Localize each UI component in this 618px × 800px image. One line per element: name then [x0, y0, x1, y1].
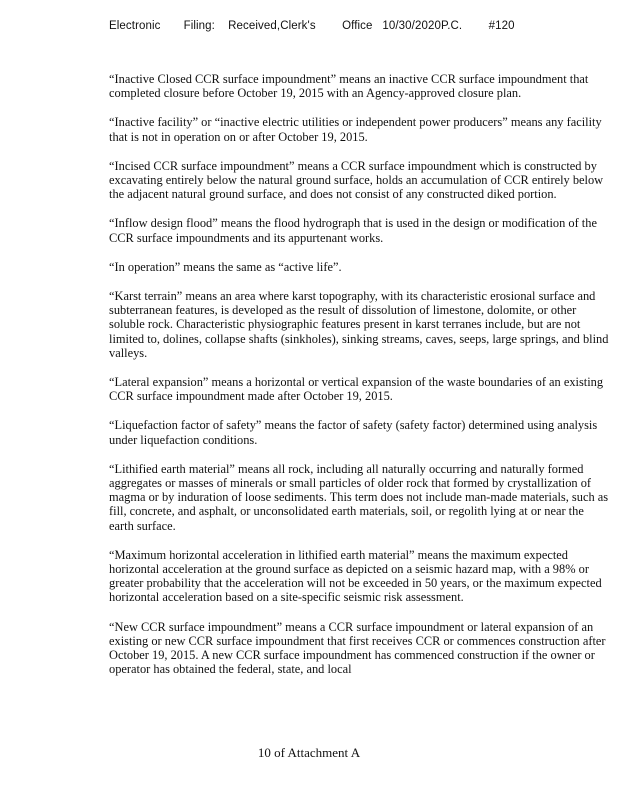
definition-liquefaction-factor-of-safety: “Liquefaction factor of safety” means the factor of safety (safety factor) determined using analysis under liquefaction conditions. [109, 418, 598, 447]
header-electronic: Electronic [109, 20, 161, 32]
definition-in-operation: “In operation” means the same as “active life”. [109, 259, 342, 274]
filing-header [109, 20, 515, 32]
header-number: #120 [488, 20, 515, 32]
header-received: Received,Clerk's [228, 20, 316, 32]
header-filing: Filing: [183, 20, 215, 32]
document-body [109, 72, 609, 692]
definition-karst-terrain: “Karst terrain” means an area where karst topography, with its characteristic erosional surface and subterranean features, is developed as the result of dissolution of limestone, dolomite, or other soluble rock. Characteristic physiographic features present in karst terranes include, but are not limited to, dolines, collapse shafts (sinkholes), sinking streams, caves, seeps, large springs, and blind valleys. [109, 289, 609, 360]
page-footer: 10 of Attachment A [257, 745, 361, 760]
definition-incised-ccr-surface-impoundment: “Incised CCR surface impoundment” means a CCR surface impoundment which is constructed by excavating entirely below the natural ground surface, holds an accumulation of CCR entirely below the adjacent natural ground surface, and does not consist of any constructed diked portion. [109, 158, 604, 202]
definition-inflow-design-flood: “Inflow design flood” means the flood hydrograph that is used in the design or modification of the CCR surface impoundments and its appurtenant works. [109, 216, 597, 245]
definition-inactive-facility: “Inactive facility” or “inactive electric utilities or independent power producers” means any facility that is not in operation on or after October 19, 2015. [109, 115, 602, 144]
definition-lithified-earth-material: “Lithified earth material” means all rock, including all naturally occurring and naturally formed aggregates or masses of minerals or small particles of older rock that formed by crystallization of magma or by induration of loose sediments. This term does not include man-made materials, such as fill, concrete, and asphalt, or unconsolidated earth materials, soil, or regolith lying at or near the earth surface. [109, 461, 609, 533]
definition-new-ccr-surface-impoundment: “New CCR surface impoundment” means a CCR surface impoundment or lateral expansion of an existing or new CCR surface impoundment that first receives CCR or commences construction after October 19, 2015. A new CCR surface impoundment has commenced construction if the owner or operator has obtained the federal, state, and local [109, 619, 606, 677]
definition-inactive-closed-ccr-surface-impoundment: “Inactive Closed CCR surface impoundment” means an inactive CCR surface impoundment that completed closure before October 19, 2015 with an Agency-approved closure plan. [109, 72, 589, 101]
header-office: Office [342, 20, 373, 32]
definition-maximum-horizontal-acceleration: “Maximum horizontal acceleration in lithified earth material” means the maximum expected horizontal acceleration at the ground surface as depicted on a seismic hazard map, with a 98% or greater probability that the acceleration will not be exceeded in 50 years, or the maximum expected horizontal acceleration based on a site-specific seismic risk assessment. [109, 547, 602, 605]
header-date: 10/30/2020P.C. [382, 20, 463, 32]
definition-lateral-expansion: “Lateral expansion” means a horizontal or vertical expansion of the waste boundaries of an existing CCR surface impoundment made after October 19, 2015. [109, 375, 604, 404]
